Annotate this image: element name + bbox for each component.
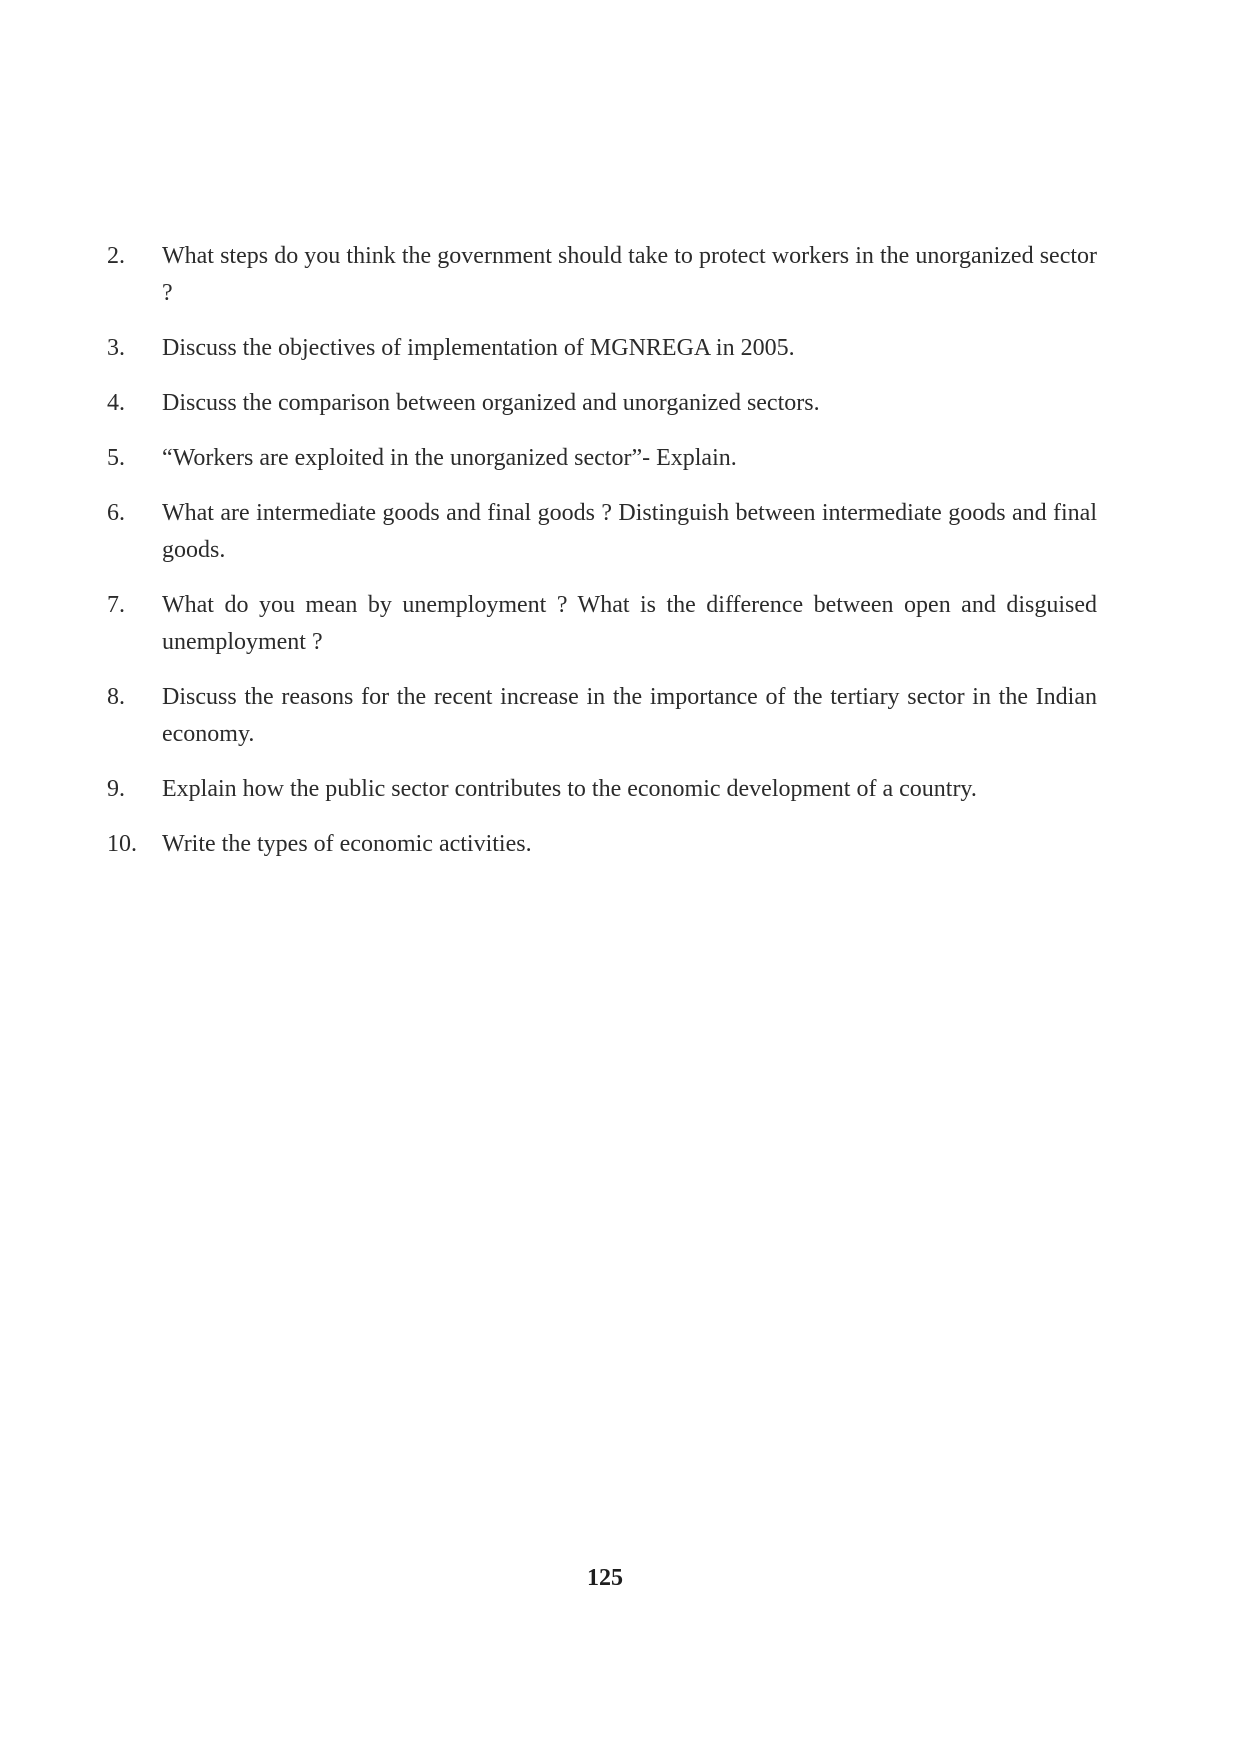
question-item-4 [107, 385, 1097, 422]
question-item-7 [107, 587, 1097, 661]
question-number: 7. [107, 592, 125, 618]
question-item-5 [107, 440, 1097, 477]
question-text: Discuss the objectives of implementation of MGNREGA in 2005. [162, 335, 795, 361]
question-text: What steps do you think the government should take to protect workers in the unorganized sector ? [162, 243, 1097, 306]
page-number: 125 [587, 1565, 623, 1591]
question-number: 3. [107, 335, 125, 361]
question-text: Discuss the comparison between organized and unorganized sectors. [162, 390, 820, 416]
question-number: 5. [107, 445, 125, 471]
question-text: What are intermediate goods and final goods ? Distinguish between intermediate goods and final goods. [162, 500, 1097, 563]
question-number: 4. [107, 390, 125, 416]
question-number: 6. [107, 500, 125, 526]
question-item-3 [107, 330, 1097, 367]
question-list [107, 238, 1097, 881]
question-number: 10. [107, 831, 137, 857]
question-number: 2. [107, 243, 125, 269]
question-text: “Workers are exploited in the unorganized sector”- Explain. [162, 445, 737, 471]
question-number: 9. [107, 776, 125, 802]
question-item-10 [107, 826, 1097, 863]
question-text: What do you mean by unemployment ? What is the difference between open and disguised unemployment ? [162, 592, 1097, 655]
question-item-9 [107, 771, 1097, 808]
question-number: 8. [107, 684, 125, 710]
question-item-8 [107, 679, 1097, 753]
question-text: Explain how the public sector contributes to the economic development of a country. [162, 776, 977, 802]
question-item-6 [107, 495, 1097, 569]
question-text: Discuss the reasons for the recent increase in the importance of the tertiary sector in the Indian economy. [162, 684, 1097, 747]
question-text: Write the types of economic activities. [162, 831, 532, 857]
question-item-2 [107, 238, 1097, 312]
